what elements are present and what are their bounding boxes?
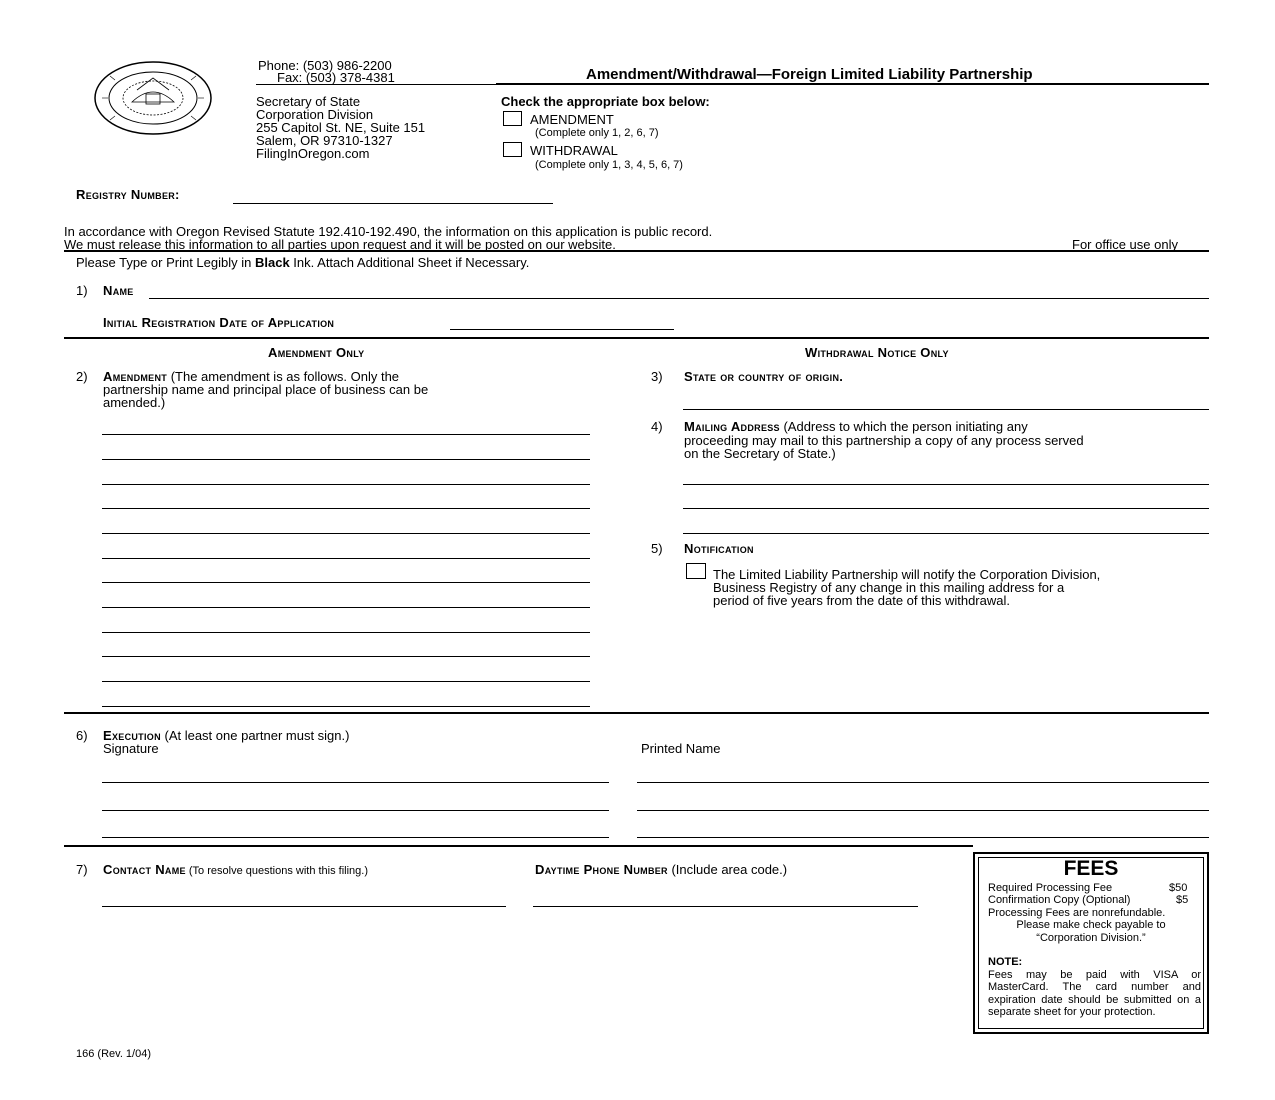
fees-note-text: Fees may be paid with VISA or MasterCard. The card number and expiration date should be submitted on a separate sheet for your protection. bbox=[988, 969, 1201, 1019]
notification-text-1: The Limited Liability Partnership will notify the Corporation Division, bbox=[713, 567, 1101, 582]
fees-row-2-label: Confirmation Copy (Optional) bbox=[988, 894, 1131, 906]
printed-name-field-3[interactable] bbox=[637, 837, 1209, 838]
printed-name-field-1[interactable] bbox=[637, 782, 1209, 783]
address-line-5: FilingInOregon.com bbox=[256, 146, 370, 161]
mailing-address-description-line-2: proceeding may mail to this partnership a copy of any process served bbox=[684, 433, 1084, 448]
office-use-label: For office use only bbox=[1072, 237, 1178, 252]
mailing-address-description-line-3: on the Secretary of State.) bbox=[684, 446, 836, 461]
amendment-only-heading: Amendment Only bbox=[268, 345, 365, 360]
section-4-number: 4) bbox=[651, 419, 663, 434]
daytime-phone-field[interactable] bbox=[533, 906, 918, 907]
fax-number: Fax: (503) 378-4381 bbox=[277, 70, 395, 85]
initial-registration-field[interactable] bbox=[450, 329, 674, 330]
amendment-description-line-2: partnership name and principal place of business can be bbox=[103, 382, 429, 397]
registry-number-field[interactable] bbox=[233, 203, 553, 204]
printed-name-field-2[interactable] bbox=[637, 810, 1209, 811]
state-of-origin-label: State or country of origin. bbox=[684, 369, 844, 384]
section-1-number: 1) bbox=[76, 283, 88, 298]
fees-row-2-value: $5 bbox=[1176, 894, 1189, 906]
section-5-number: 5) bbox=[651, 541, 663, 556]
fees-row-1-value: $50 bbox=[1169, 882, 1188, 894]
amendment-checkbox-note: (Complete only 1, 2, 6, 7) bbox=[535, 127, 659, 139]
form-number: 166 (Rev. 1/04) bbox=[76, 1048, 152, 1060]
name-label: Name bbox=[103, 283, 134, 298]
contact-name-label: Contact Name (To resolve questions with this filing.) bbox=[103, 862, 369, 877]
signature-field-3[interactable] bbox=[102, 837, 609, 838]
mailing-address-field-3[interactable] bbox=[683, 533, 1209, 534]
notification-checkbox[interactable] bbox=[686, 563, 706, 579]
printed-name-label: Printed Name bbox=[641, 741, 721, 756]
instructions: Please Type or Print Legibly in Black Ink. Attach Additional Sheet if Necessary. bbox=[76, 255, 530, 270]
amendment-checkbox[interactable] bbox=[503, 111, 522, 126]
fees-row-1-label: Required Processing Fee bbox=[988, 882, 1113, 894]
notification-text-3: period of five years from the date of this withdrawal. bbox=[713, 593, 1010, 608]
contact-name-field[interactable] bbox=[102, 906, 506, 907]
mailing-address-field-2[interactable] bbox=[683, 508, 1209, 509]
check-box-heading: Check the appropriate box below: bbox=[501, 94, 710, 109]
section-2-number: 2) bbox=[76, 369, 88, 384]
address-line-2: Corporation Division bbox=[256, 107, 374, 122]
withdrawal-checkbox-label: WITHDRAWAL bbox=[530, 143, 618, 158]
daytime-phone-label: Daytime Phone Number (Include area code.) bbox=[535, 862, 788, 877]
mailing-address-field-1[interactable] bbox=[683, 484, 1209, 485]
fees-note-label: NOTE: bbox=[988, 956, 1023, 968]
name-field[interactable] bbox=[149, 298, 1209, 299]
initial-registration-label: Initial Registration Date of Application bbox=[103, 315, 335, 330]
state-seal-icon bbox=[92, 60, 214, 136]
section-3-number: 3) bbox=[651, 369, 663, 384]
form-title: Amendment/Withdrawal—Foreign Limited Liability Partnership bbox=[586, 66, 1033, 83]
registry-number-label: Registry Number: bbox=[76, 187, 180, 202]
amendment-description-line-3: amended.) bbox=[103, 395, 166, 410]
notification-text-2: Business Registry of any change in this mailing address for a bbox=[713, 580, 1065, 595]
section-7-number: 7) bbox=[76, 862, 88, 877]
state-of-origin-field[interactable] bbox=[683, 409, 1209, 410]
amendment-description: Amendment (The amendment is as follows. Only the bbox=[103, 369, 400, 384]
signature-field-2[interactable] bbox=[102, 810, 609, 811]
withdrawal-checkbox[interactable] bbox=[503, 142, 522, 157]
fees-payable-2: “Corporation Division.” bbox=[1036, 932, 1146, 944]
fees-box bbox=[973, 852, 1209, 1034]
address-line-1: Secretary of State bbox=[256, 94, 361, 109]
fees-nonrefundable: Processing Fees are nonrefundable. bbox=[988, 907, 1166, 919]
withdrawal-checkbox-note: (Complete only 1, 3, 4, 5, 6, 7) bbox=[535, 159, 683, 171]
phone-number: Phone: (503) 986-2200 bbox=[258, 58, 392, 73]
public-record-line-2: We must release this information to all parties upon request and it will be posted on our website. bbox=[64, 237, 616, 252]
public-record-line-1: In accordance with Oregon Revised Statute 192.410-192.490, the information on this application is public record. bbox=[64, 224, 713, 239]
signature-field-1[interactable] bbox=[102, 782, 609, 783]
section-6-number: 6) bbox=[76, 728, 88, 743]
signature-label: Signature bbox=[103, 741, 159, 756]
withdrawal-only-heading: Withdrawal Notice Only bbox=[805, 345, 949, 360]
mailing-address-description: Mailing Address (Address to which the person initiating any bbox=[684, 419, 1028, 434]
fees-title: FEES bbox=[1063, 857, 1119, 880]
amendment-checkbox-label: AMENDMENT bbox=[530, 112, 614, 127]
address-line-4: Salem, OR 97310-1327 bbox=[256, 133, 393, 148]
address-line-3: 255 Capitol St. NE, Suite 151 bbox=[256, 120, 426, 135]
execution-description: Execution (At least one partner must sign.) bbox=[103, 728, 350, 743]
fees-payable-1: Please make check payable to bbox=[1016, 919, 1166, 931]
notification-label: Notification bbox=[684, 541, 754, 556]
